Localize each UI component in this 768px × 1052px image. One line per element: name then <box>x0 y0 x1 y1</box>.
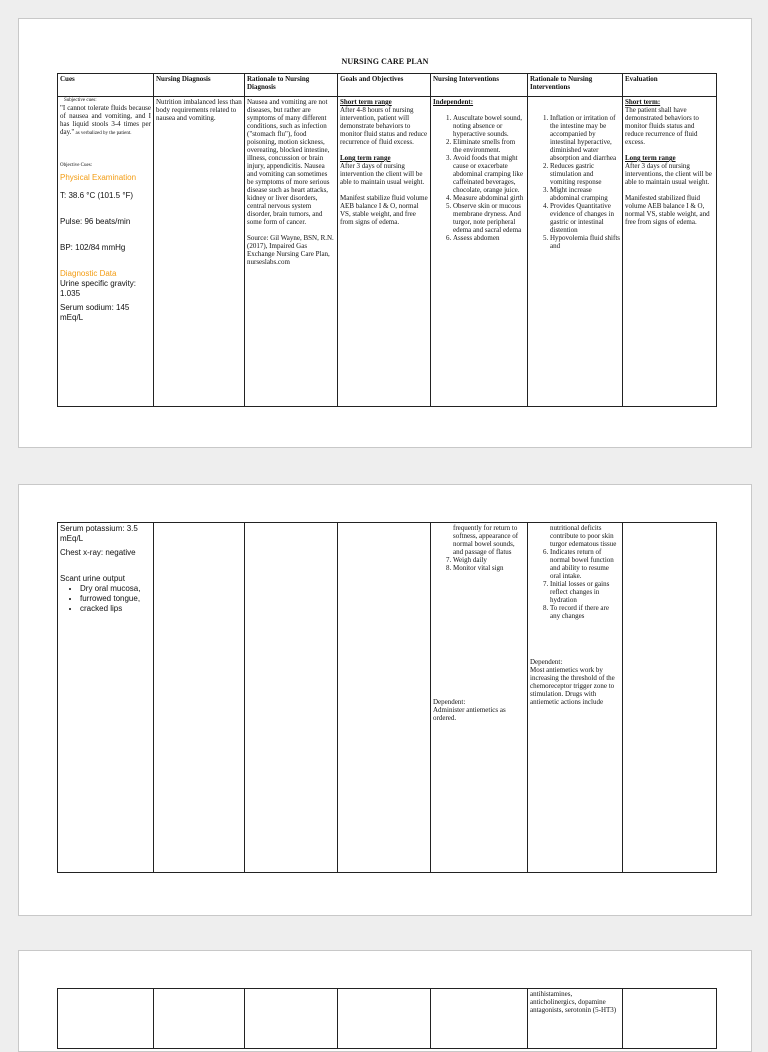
goals-cell <box>338 97 431 407</box>
rationale-diagnosis-cell <box>245 523 338 873</box>
list-item: • Dry oral mucosa, <box>80 584 151 594</box>
header-evaluation: Evaluation <box>623 74 717 97</box>
eval-manifested-text: Manifested stabilized fluid volume AEB balance I & O, normal VS, stable weight, and free from signs of edema. <box>625 194 710 226</box>
interventions-cell <box>431 989 528 1049</box>
objective-label: Objective Cues: <box>60 163 93 168</box>
evaluation-cell <box>623 989 717 1049</box>
list-item: 7. Weigh daily <box>453 556 525 564</box>
goals-cell <box>338 523 431 873</box>
temperature: T: 38.6 °C (101.5 °F) <box>60 191 134 200</box>
diagnosis-cell <box>154 523 245 873</box>
list-item: 3. Might increase abdominal cramping <box>550 186 620 202</box>
subjective-quote: "I cannot tolerate fluids because of nausea and vomiting, and I has liquid stools 3-4 times per day." <box>60 104 151 136</box>
list-item: 5. Hypovolemia fluid shifts and <box>550 234 620 250</box>
rationale-dependent-label: Dependent: <box>530 658 563 666</box>
cues-cell <box>58 523 154 873</box>
intervention-continued: frequently for return to softness, appearance of normal bowel sounds, and passage of flatus <box>453 524 519 556</box>
document-page-3 <box>18 950 752 1052</box>
header-rationale-diagnosis: Rationale to Nursing Diagnosis <box>245 74 338 97</box>
short-term-label: Short term range <box>340 98 392 106</box>
goals-cell <box>338 989 431 1049</box>
interventions-list <box>433 556 525 572</box>
long-term-text: After 3 days of nursing intervention the client will be able to maintain usual weight. <box>340 162 425 186</box>
rationale-diagnosis-cell <box>245 97 338 407</box>
rationale-diagnosis-text: Nausea and vomiting are not diseases, but rather are symptoms of many different conditions, such as infection ("stomach flu"), food poisoning, motion sickness, overeating, blocked intestine, illness, concussion or brain injury, appendicitis. Nausea and vomiting can sometimes be symptoms of more serious disease such as heart attacks, kidney or liver disorders, central nervous system disorder, brain tumors, and some form of cancer. <box>247 98 330 226</box>
document-page-2 <box>18 484 752 916</box>
dependent-text: Administer antiemetics as ordered. <box>433 706 506 722</box>
subjective-label: Subjective cues: <box>64 98 97 103</box>
interventions-cell <box>431 97 528 407</box>
header-cues: Cues <box>58 74 154 97</box>
pulse: Pulse: 96 beats/min <box>60 217 131 226</box>
rationale-interventions-cell <box>528 523 623 873</box>
rationale-interventions-cell: antihistamines, anticholinergics, dopamine antagonists, serotonin (5-HT3) <box>528 989 623 1049</box>
header-goals: Goals and Objectives <box>338 74 431 97</box>
physical-exam-heading: Physical Examination <box>60 173 137 182</box>
evaluation-cell <box>623 523 717 873</box>
cues-cell <box>58 97 154 407</box>
chest-xray: Chest x-ray: negative <box>60 548 136 557</box>
rationale-continued: nutritional deficits contribute to poor skin turgor edematous tissue <box>550 524 617 548</box>
source-citation: Source: Gil Wayne, BSN, R.N. (2017), Impaired Gas Exchange Nursing Care Plan, nurseslabs.com <box>247 234 334 266</box>
list-item: 8. To record if there are any changes <box>550 604 620 620</box>
verbalized-note: as verbalized by the patient. <box>74 131 132 136</box>
list-item: 7. Initial losses or gains reflect changes in hydration <box>550 580 620 604</box>
interventions-cell <box>431 523 528 873</box>
header-rationale-interventions: Rationale to Nursing Interventions <box>528 74 623 97</box>
list-item: • cracked lips <box>80 604 151 614</box>
short-term-text: After 4-8 hours of nursing intervention, patient will demonstrate behaviors to monitor fluid status and reduce recurrence of fluid excess. <box>340 106 428 146</box>
diagnostic-heading: Diagnostic Data <box>60 269 117 278</box>
table-row <box>58 523 717 873</box>
list-item: 5. Observe skin or mucous membrane dryness. And turgor, note peripheral edema and sacral edema <box>453 202 525 234</box>
table-row <box>58 97 717 407</box>
long-term-label: Long term range <box>340 154 391 162</box>
eval-long-label: Long term range <box>625 154 676 162</box>
list-item: 1. Inflation or irritation of the intestine may be accompanied by intestinal hyperactive, diminished water absorption and diarrhea <box>550 114 620 162</box>
rationale-interventions-cell <box>528 97 623 407</box>
eval-long-text: After 3 days of nursing interventions, the client will be able to maintain usual weight. <box>625 162 712 186</box>
table-header-row <box>58 74 717 97</box>
rationale-list <box>530 548 620 620</box>
cues-bullet-list <box>60 584 151 614</box>
independent-label: Independent: <box>433 98 474 106</box>
list-item: 2. Eliminate smells from the environment. <box>453 138 525 154</box>
rationale-list <box>530 114 620 250</box>
list-item: 1. Auscultate bowel sound, noting absence or hyperactive sounds. <box>453 114 525 138</box>
scant-urine: Scant urine output <box>60 574 125 583</box>
interventions-list <box>433 114 525 242</box>
serum-sodium: Serum sodium: 145 mEq/L <box>60 303 130 322</box>
list-item: 6. Assess abdomen <box>453 234 525 242</box>
rationale-dependent-text: Most antiemetics work by increasing the threshold of the chemoreceptor trigger zone to stimulation. Drugs with antiemetic actions include <box>530 666 615 706</box>
document-page-1 <box>18 18 752 448</box>
care-plan-table-page-1 <box>57 73 717 407</box>
cues-cell <box>58 989 154 1049</box>
document-title: NURSING CARE PLAN <box>341 57 429 66</box>
list-item: • furrowed tongue, <box>80 594 151 604</box>
list-item: 6. Indicates return of normal bowel function and ability to resume oral intake. <box>550 548 620 580</box>
urine-specific-gravity: Urine specific gravity: 1.035 <box>60 279 137 298</box>
manifest-text: Manifest stabilize fluid volume AEB balance I & O, normal VS, stable weight, and free from signs of edema. <box>340 194 428 226</box>
care-plan-table-page-3 <box>57 988 717 1049</box>
blood-pressure: BP: 102/84 mmHg <box>60 243 126 252</box>
header-diagnosis: Nursing Diagnosis <box>154 74 245 97</box>
serum-potassium: Serum potassium: 3.5 mEq/L <box>60 524 138 543</box>
list-item: 4. Provides Quantitative evidence of changes in gastric or intestinal distention <box>550 202 620 234</box>
list-item: 2. Reduces gastric stimulation and vomiting response <box>550 162 620 186</box>
evaluation-cell <box>623 97 717 407</box>
list-item: 3. Avoid foods that might cause or exacerbate abdominal cramping like caffeinated beverages, chocolate, orange juice. <box>453 154 525 194</box>
eval-short-text: The patient shall have demonstrated behaviors to monitor fluids status and reduce recurrence of fluid excess. <box>625 106 699 146</box>
list-item: 4. Measure abdominal girth <box>453 194 525 202</box>
diagnosis-cell: Nutrition imbalanced less than body requirements related to nausea and vomiting. <box>154 97 245 407</box>
dependent-label: Dependent: <box>433 698 466 706</box>
eval-short-label: Short term: <box>625 98 661 106</box>
care-plan-table-page-2 <box>57 522 717 873</box>
rationale-diagnosis-cell <box>245 989 338 1049</box>
header-interventions: Nursing Interventions <box>431 74 528 97</box>
list-item: 8. Monitor vital sign <box>453 564 525 572</box>
diagnosis-cell <box>154 989 245 1049</box>
table-row <box>58 989 717 1049</box>
